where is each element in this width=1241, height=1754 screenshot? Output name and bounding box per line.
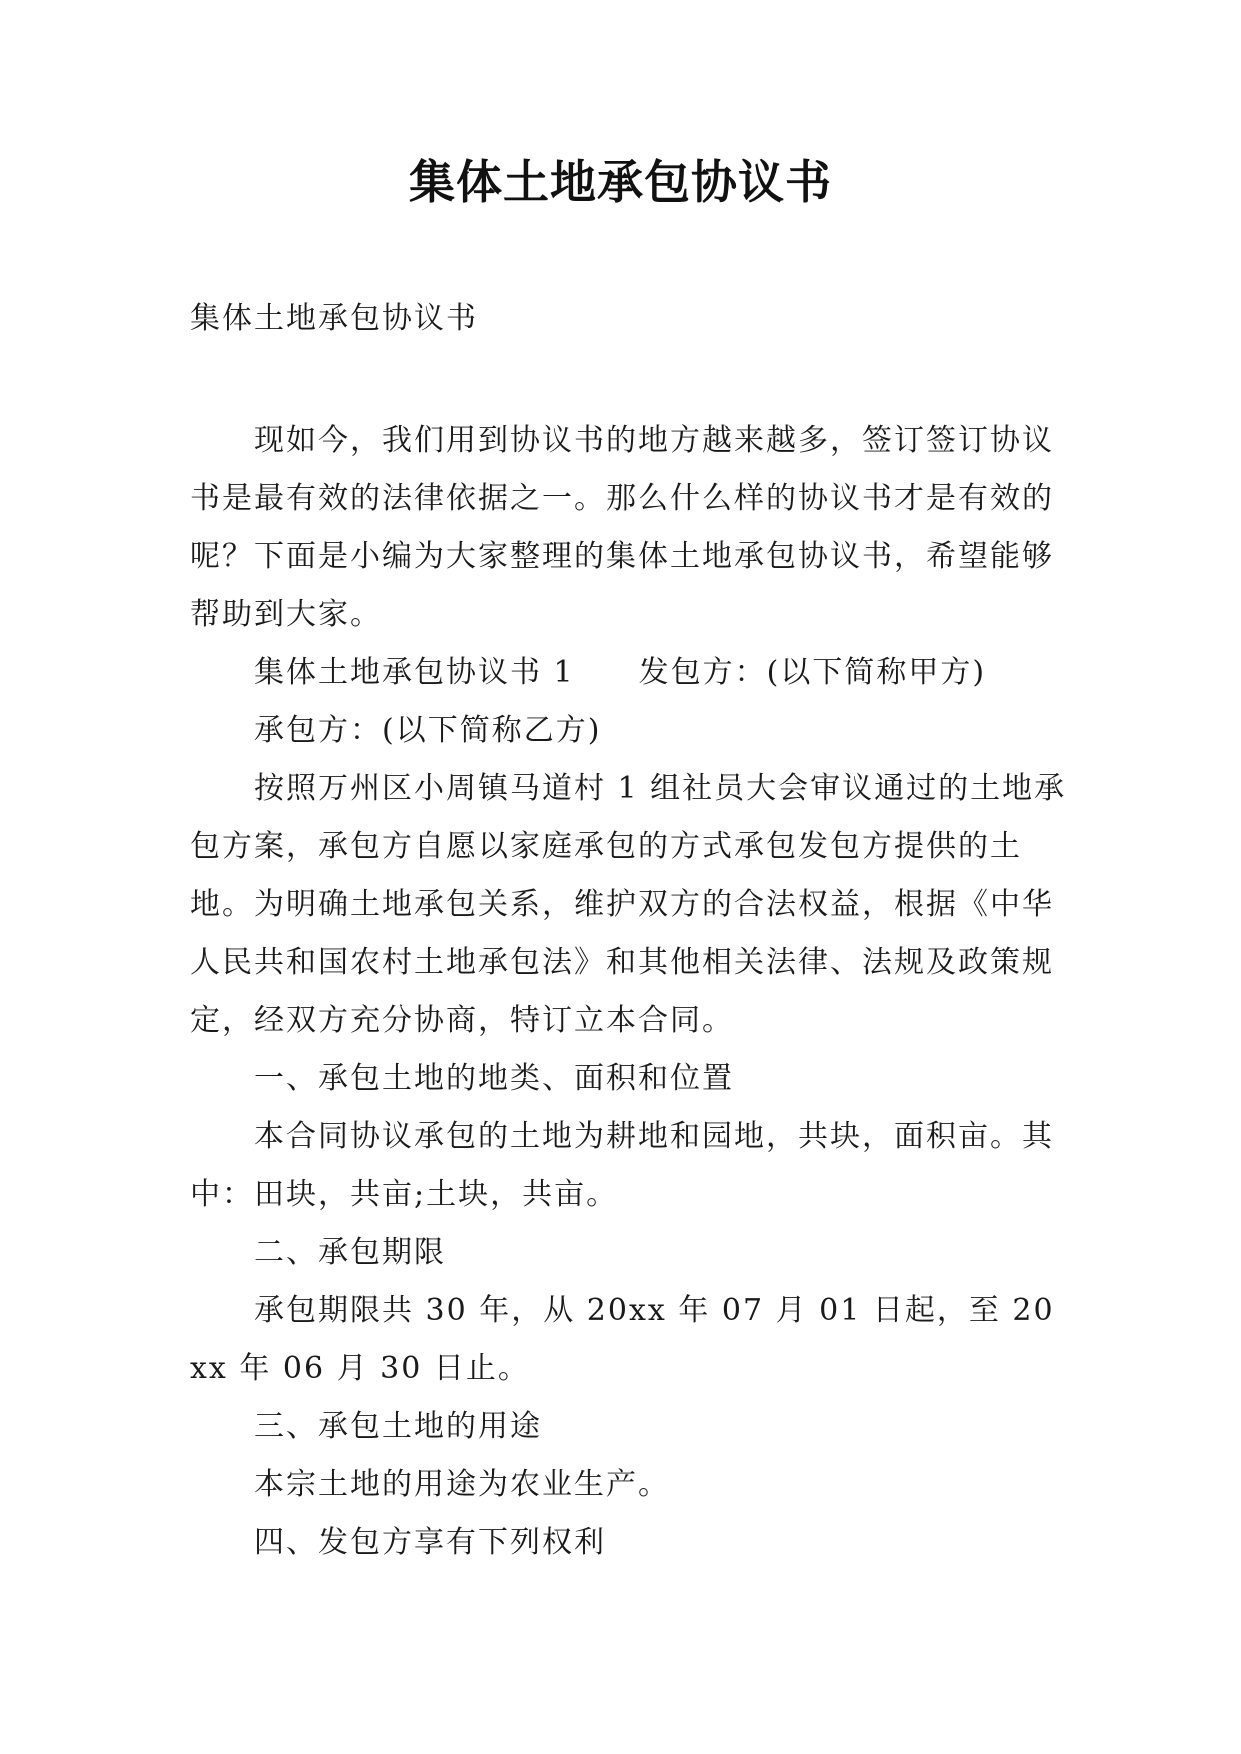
document-body — [190, 290, 1070, 1572]
term-paragraph: 承包期限共 30 年，从 20xx 年 07 月 01 日起，至 20xx 年 06 月 30 日止。 — [190, 1293, 1055, 1386]
basis-paragraph: 按照万州区小周镇马道村 1 组社员大会审议通过的土地承包方案，承包方自愿以家庭承包的方式承包发包方提供的土地。为明确土地承包关系，维护双方的合法权益，根据《中华人民共和国农村土地承包法》和其他相关法律、法规及政策规定，经双方充分协商，特订立本合同。 — [190, 771, 1067, 1038]
paragraph-spacer — [190, 348, 1070, 412]
section-heading-3: 三、承包土地的用途 — [254, 1409, 542, 1444]
document-title: 集体土地承包协议书 — [409, 155, 832, 209]
subtitle-paragraph: 集体土地承包协议书 — [190, 301, 478, 336]
contractor-line: 承包方：(以下简称乙方) — [254, 713, 602, 748]
land-detail-paragraph: 本合同协议承包的土地为耕地和园地，共块，面积亩。其中：田块，共亩;土块，共亩。 — [190, 1119, 1054, 1212]
section-heading-2: 二、承包期限 — [254, 1235, 446, 1270]
section-heading-1: 一、承包土地的地类、面积和位置 — [254, 1061, 734, 1096]
section-heading-4: 四、发包方享有下列权利 — [254, 1525, 606, 1560]
intro-paragraph: 现如今，我们用到协议书的地方越来越多，签订签订协议书是最有效的法律依据之一。那么什么样的协议书才是有效的呢？下面是小编为大家整理的集体土地承包协议书，希望能够帮助到大家。 — [190, 423, 1054, 632]
usage-paragraph: 本宗土地的用途为农业生产。 — [254, 1467, 670, 1502]
agreement-parties-line: 集体土地承包协议书 1 发包方：(以下简称甲方) — [254, 655, 987, 690]
